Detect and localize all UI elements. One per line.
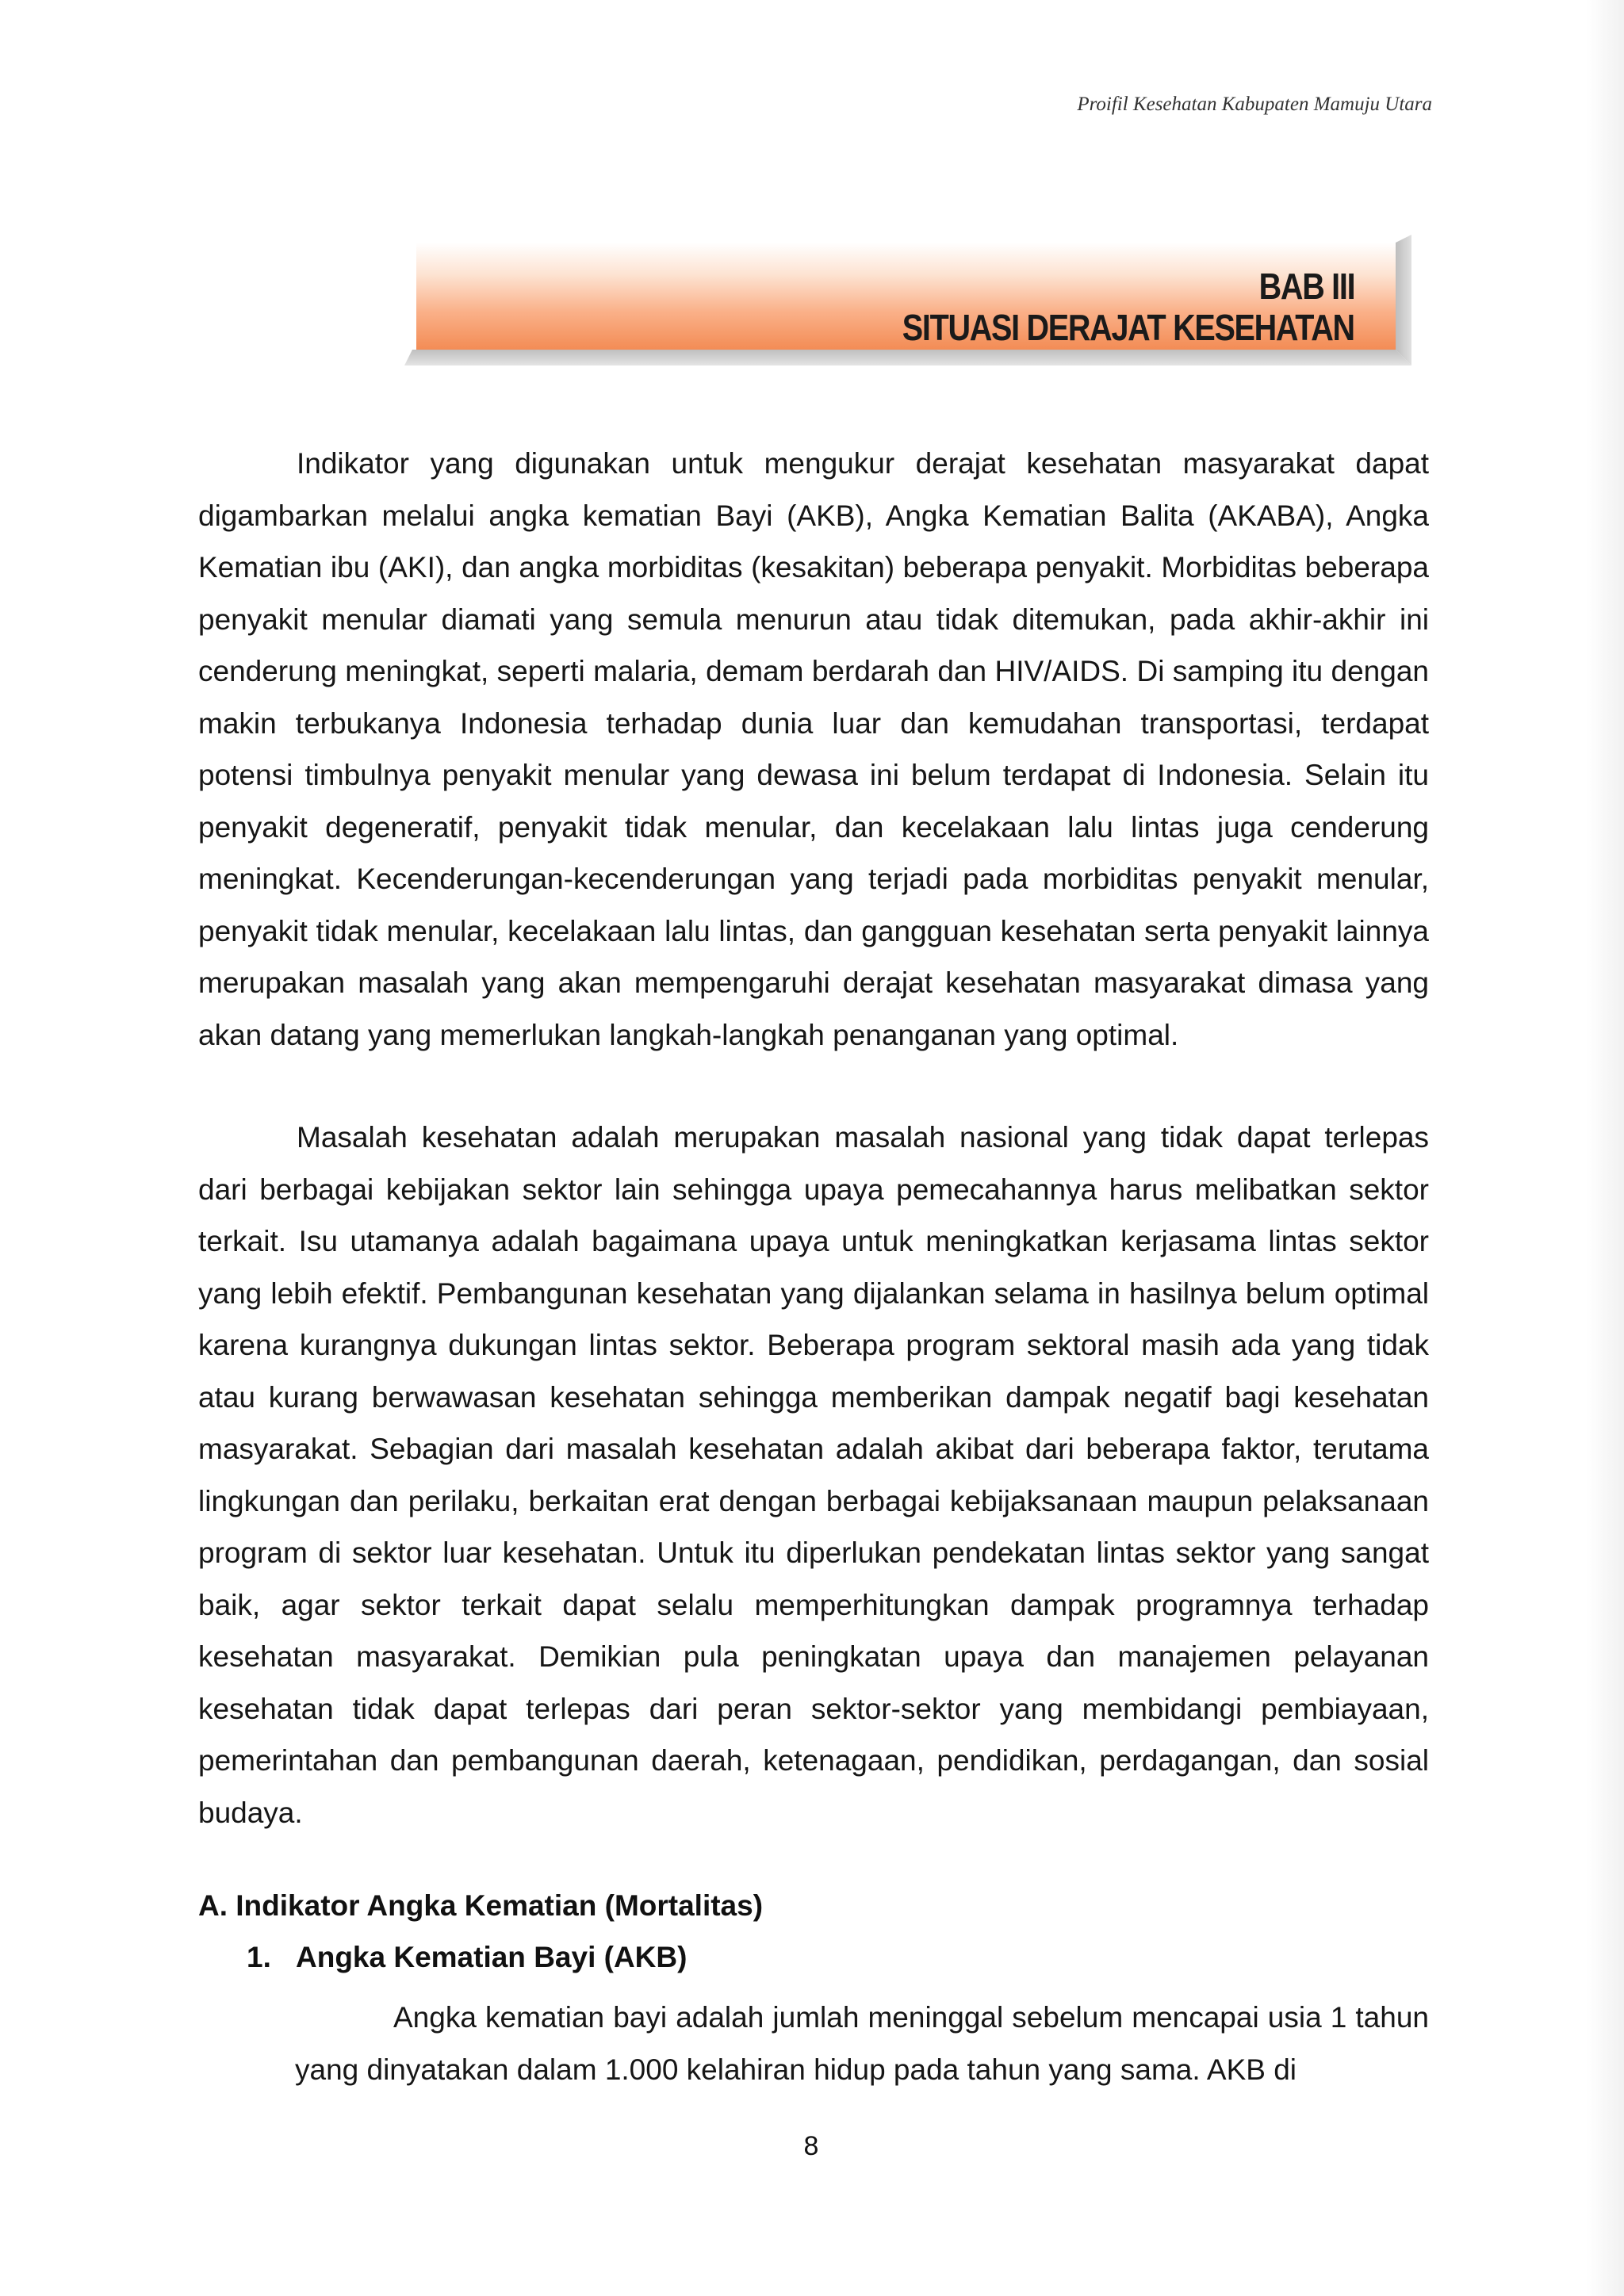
chapter-title: SITUASI DERAJAT KESEHATAN <box>902 307 1354 348</box>
running-header: Proifil Kesehatan Kabupaten Mamuju Utara <box>1077 94 1432 115</box>
chapter-banner <box>404 235 1411 365</box>
sub-heading-title: Angka Kematian Bayi (AKB) <box>296 1941 688 1973</box>
body-paragraph-1: Indikator yang digunakan untuk mengukur derajat kesehatan masyarakat dapat digambarkan melalui angka kematian Bayi (AKB), Angka Kematian Balita (AKABA), Angka Kematian ibu (AKI), dan angka morbiditas (kesakitan) beberapa penyakit. Morbiditas beberapa penyakit menular diamati yang semula menurun atau tidak ditemukan, pada akhir-akhir ini cenderung meningkat, seperti malaria, demam berdarah dan HIV/AIDS. Di samping itu dengan makin terbukanya Indonesia terhadap dunia luar dan kemudahan transportasi, terdapat potensi timbulnya penyakit menular yang dewasa ini belum terdapat di Indonesia. Selain itu penyakit degeneratif, penyakit tidak menular, dan kecelakaan lalu lintas juga cenderung meningkat. Kecenderungan-kecenderungan yang terjadi pada morbiditas penyakit menular, penyakit tidak menular, kecelakaan lalu lintas, dan gangguan kesehatan serta penyakit lainnya merupakan masalah yang akan mempengaruhi derajat kesehatan masyarakat dimasa yang akan datang yang memerlukan langkah-langkah penanganan yang optimal. <box>198 447 1429 1051</box>
banner-face <box>416 243 1396 350</box>
sub-heading-number: 1. <box>247 1941 271 1973</box>
page-number: 8 <box>803 2131 819 2161</box>
section-heading-a: A. Indikator Angka Kematian (Mortalitas) <box>198 1889 764 1922</box>
akb-paragraph: Angka kematian bayi adalah jumlah meninggal sebelum mencapai usia 1 tahun yang dinyatakan dalam 1.000 kelahiran hidup pada tahun yang sama. AKB di <box>295 2001 1429 2086</box>
banner-shadow-bottom <box>404 350 1411 365</box>
banner-shadow-right <box>1396 235 1411 365</box>
page-edge-shade <box>1586 0 1624 2296</box>
chapter-number: BAB III <box>1258 266 1354 307</box>
body-paragraph-2: Masalah kesehatan adalah merupakan masalah nasional yang tidak dapat terlepas dari berbagai kebijakan sektor lain sehingga upaya pemecahannya harus melibatkan sektor terkait. Isu utamanya adalah bagaimana upaya untuk meningkatkan kerjasama lintas sektor yang lebih efektif. Pembangunan kesehatan yang dijalankan selama in hasilnya belum optimal karena kurangnya dukungan lintas sektor. Beberapa program sektoral masih ada yang tidak atau kurang berwawasan kesehatan sehingga memberikan dampak negatif bagi kesehatan masyarakat. Sebagian dari masalah kesehatan adalah akibat dari beberapa faktor, terutama lingkungan dan perilaku, berkaitan erat dengan berbagai kebijaksanaan maupun pelaksanaan program di sektor luar kesehatan. Untuk itu diperlukan pendekatan lintas sektor yang sangat baik, agar sektor terkait dapat selalu memperhitungkan dampak programnya terhadap kesehatan masyarakat. Demikian pula peningkatan upaya dan manajemen pelayanan kesehatan tidak dapat terlepas dari peran sektor-sektor yang membidangi pembiayaan, pemerintahan dan pembangunan daerah, ketenagaan, pendidikan, perdagangan, dan sosial budaya. <box>198 1121 1429 1829</box>
sub-heading-akb <box>247 1941 687 1974</box>
